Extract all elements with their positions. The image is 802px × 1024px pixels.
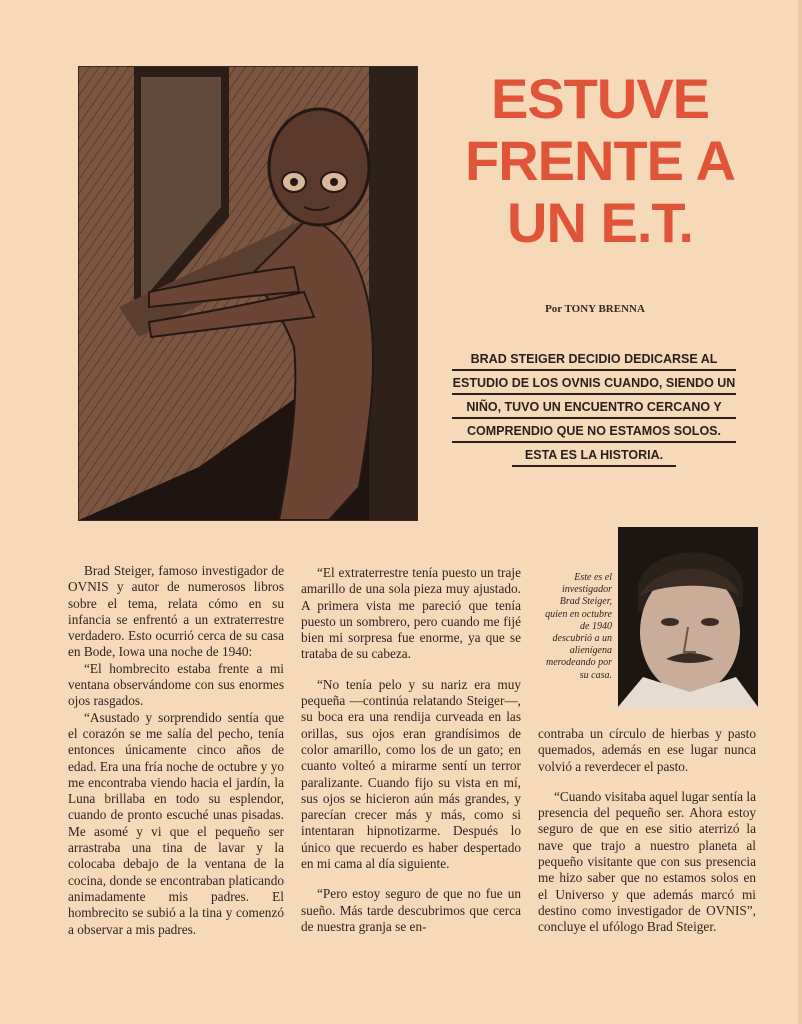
article-column-3 (538, 726, 756, 936)
paragraph: “El hombrecito estaba frente a mi ventana observándome con sus enormes ojos rasgados. (68, 660, 284, 709)
headline-line-3: UN E.T. (507, 191, 693, 254)
headline-line-2: FRENTE A (465, 129, 735, 192)
page-edge (798, 0, 802, 1024)
paragraph: “Pero estoy seguro de que no fue un sueño. Más tarde descubrimos que cerca de nuestra granja se en- (301, 886, 521, 934)
headline (440, 68, 760, 254)
deck-line: ESTUDIO DE LOS OVNIS CUANDO, SIENDO UN (452, 374, 736, 395)
article-column-1 (68, 563, 284, 938)
deck-line: ESTA ES LA HISTORIA. (512, 446, 676, 467)
portrait-photo (618, 527, 758, 707)
paragraph: “Cuando visitaba aquel lugar sentía la presencia del pequeño ser. Ahora estoy seguro de que en ese sitio aterrizó la nave que trajo a nuestro planeta al pequeño visitante que con sus presencia me hizo saber que no estamos solos en el Universo y que además marcó mi destino como investigador de OVNIS”, concluye el ufólogo Brad Steiger. (538, 788, 756, 935)
paragraph: “No tenía pelo y su nariz era muy pequeña —continúa relatando Steiger—, su boca era una rendija curveada en las orillas, sus ojos eran grandísimos de color amarillo, como los de un gato; en cuanto volteó a mirarme sentí un terror paralizante. Cuando fijo su vista en mí, sus ojos se hicieron aún más grandes, y parecían crecer más y más, como si intentaran hipnotizarme. Después lo único que recuerdo es haber despertado en mi cama al día siguiente. (301, 676, 521, 872)
deck-line: NIÑO, TUVO UN ENCUENTRO CERCANO Y (452, 398, 736, 419)
paragraph: contraba un círculo de hierbas y pasto quemados, además en ese lugar nunca volvió a reverdecer el pasto. (538, 726, 756, 774)
photo-caption: Este es el investigador Brad Steiger, quien en octubre de 1940 descubrió a un alienígena merodeando por su casa. (545, 572, 612, 681)
deck-line: BRAD STEIGER DECIDIO DEDICARSE AL (452, 350, 736, 371)
alien-illustration (78, 66, 418, 521)
paragraph: Brad Steiger, famoso investigador de OVNIS y autor de numerosos libros sobre el tema, relata cómo en su infancia se enfrentó a un extraterrestre verdadero. Esto ocurrió cerca de su casa en Bode, Iowa una noche de 1940: (68, 563, 284, 660)
headline-line-1: ESTUVE (490, 67, 710, 130)
deck (452, 350, 736, 470)
deck-line: COMPRENDIO QUE NO ESTAMOS SOLOS. (452, 422, 736, 443)
article-column-2 (301, 565, 521, 935)
paragraph: “Asustado y sorprendido sentía que el corazón se me salía del pecho, tenía entonces únicamente cinco años de edad. Era una fría noche de octubre y yo me encontraba viendo hacia el jardín, la Luna brillaba en todo su esplendor, cuando de pronto escuché unas pisadas. Me asomé y vi que el pequeño ser arrastraba una tina de lavar y la colocaba debajo de la ventana de la cocina, donde se encontraban platicando animadamente mis padres. El hombrecito se subió a la tina y comenzó a observar a mis padres. (68, 709, 284, 937)
byline: Por TONY BRENNA (545, 303, 645, 315)
paragraph: “El extraterrestre tenía puesto un traje amarillo de una sola pieza muy ajustado. A primera vista me pareció que tenía puesto un sombrero, pero cuando me fijé bien mi sorpresa fue enorme, ya que se trataba de su cabeza. (301, 565, 521, 662)
